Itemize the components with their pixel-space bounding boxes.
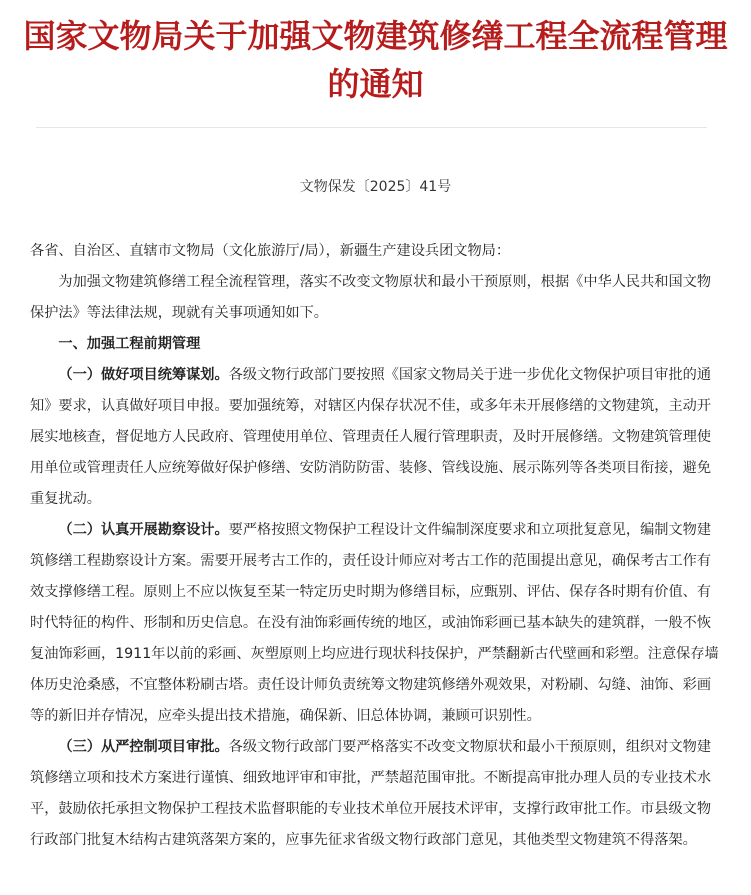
item-text-1: 各级文物行政部门要按照《国家文物局关于进一步优化文物保护项目审批的通知》要求，认真做好项目申报。要加强统筹，对辖区内保存状况不佳，或多年未开展修缮的文物建筑，主动开展实地核查，督促地方人民政府、管理使用单位、管理责任人履行管理职责，及时开展修缮。文物建筑管理使用单位或管理责任人应统筹做好保护修缮、安防消防防雷、装修、管线设施、展示陈列等各类项目衔接，避免重复扰动。: [30, 367, 712, 507]
item-text-3: 各级文物行政部门要严格落实不改变文物原状和最小干预原则，组织对文物建筑修缮立项和技术方案进行谨慎、细致地评审和审批，严禁超范围审批。不断提高审批办理人员的专业技术水平，鼓励依托承担文物保护工程技术监督职能的专业技术单位开展技术评审，支撑行政审批工作。市县级文物行政部门批复木结构古建筑落架方案的，应事先征求省级文物行政部门意见，其他类型文物建筑不得落架。: [30, 739, 712, 848]
item-lead-2: （二）认真开展勘察设计。: [58, 522, 229, 538]
intro-paragraph: 为加强文物建筑修缮工程全流程管理，落实不改变文物原状和最小干预原则，根据《中华人民共和国文物保护法》等法律法规，现就有关事项通知如下。: [30, 274, 712, 321]
item-text-2: 要严格按照文物保护工程设计文件编制深度要求和立项批复意见，编制文物建筑修缮工程勘察设计方案。需要开展考古工作的，责任设计师应对考古工作的范围提出意见，确保考古工作有效支撑修缮工程。原则上不应以恢复至某一特定历史时期为修缮目标，应甄别、评估、保存各时期有价值、有时代特征的构件、形制和历史信息。在没有油饰彩画传统的地区，或油饰彩画已基本缺失的建筑群，一般不恢复油饰彩画，1911年以前的彩画、灰塑原则上均应进行现状科技保护，严禁翻新古代壁画和彩塑。注意保存墙体历史沧桑感，不宜整体粉刷古塔。责任设计师负责统筹文物建筑修缮外观效果，对粉刷、勾缝、油饰、彩画等的新旧并存情况，应牵头提出技术措施，确保新、旧总体协调，兼顾可识别性。: [30, 522, 719, 724]
article-body: [30, 236, 720, 856]
section-heading-1: 一、加强工程前期管理: [58, 336, 201, 352]
item-lead-3: （三）从严控制项目审批。: [58, 739, 229, 755]
article-title: 国家文物局关于加强文物建筑修缮工程全流程管理的通知: [23, 17, 728, 103]
addressee-line: 各省、自治区、直辖市文物局（文化旅游厅/局），新疆生产建设兵团文物局：: [30, 243, 511, 259]
item-paragraph-1: [30, 360, 720, 515]
title-divider: [36, 127, 707, 128]
item-paragraph-2: [30, 515, 720, 732]
document-number: 文物保发〔2025〕41号: [299, 179, 452, 195]
item-paragraph-3: [30, 732, 720, 856]
item-lead-1: （一）做好项目统筹谋划。: [58, 367, 229, 383]
